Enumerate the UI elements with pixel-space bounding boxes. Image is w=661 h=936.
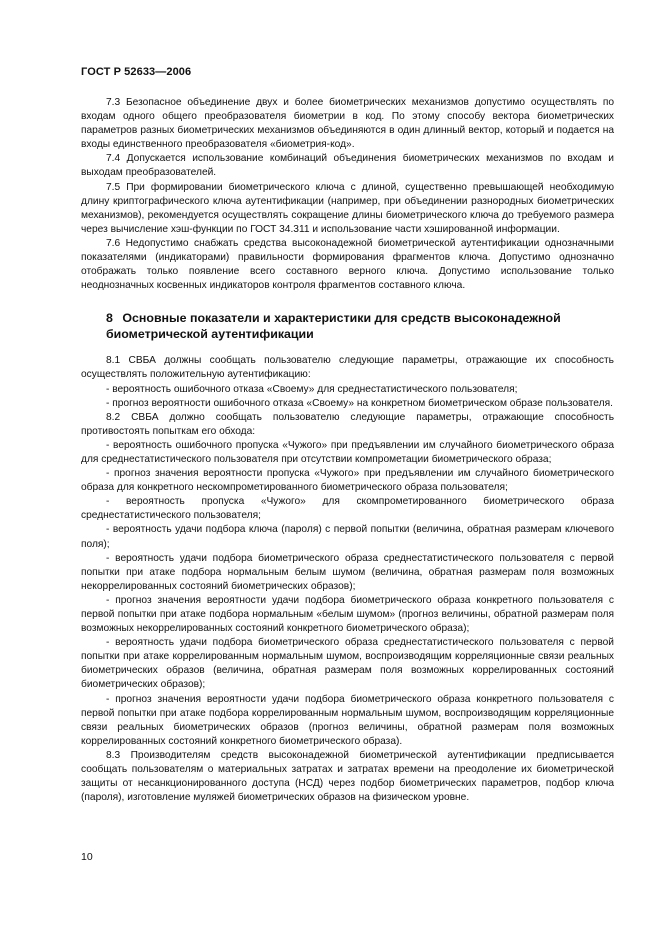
- list-item: - прогноз значения вероятности пропуска «Чужого» при предъявлении им случайного биометрического образа для конкретного нескомпрометированного биометрического образа пользователя;: [81, 468, 614, 494]
- section-8-heading: [81, 310, 614, 342]
- standard-code-header: ГОСТ Р 52633—2006: [81, 66, 192, 78]
- list-item: - вероятность удачи подбора биометрического образа среднестатистического пользователя с первой попытки при атаке подбора нормальным белым шумом (величина, обратная размерам поля возможных некоррелированных состояний биометрических образов);: [81, 552, 614, 592]
- paragraph-8-1: 8.1 СВБА должны сообщать пользователю следующие параметры, отражающие их способность осуществлять положительную аутентификацию:: [81, 355, 614, 381]
- list-item: - вероятность ошибочного отказа «Своему» для среднестатистического пользователя;: [106, 383, 518, 395]
- list-item: - вероятность удачи подбора ключа (пароля) с первой попытки (величина, обратная размерам ключевого поля);: [81, 524, 614, 550]
- page-number: 10: [81, 851, 93, 863]
- list-item: - прогноз значения вероятности удачи подбора биометрического образа конкретного пользователя с первой попытки при атаке подбора коррелированным нормальным шумом, воспроизводящим корреляционные связи реальных биометрических образов (прогноз величины, обратной размерам поля возможных коррелированных состояний конкретного биометрического образа).: [81, 693, 614, 747]
- section-number: 8: [106, 311, 113, 326]
- document-body: [81, 96, 614, 805]
- list-item: - прогноз вероятности ошибочного отказа «Своему» на конкретном биометрическом образе пользователя.: [106, 397, 613, 409]
- paragraph-7-6: 7.6 Недопустимо снабжать средства высоконадежной биометрической аутентификации однозначными показателями (индикаторами) правильности формирования фрагментов ключа. Допустимо однозначно отображать только появление всего составного верного ключа. Допустимо использование только неоднозначных косвенных индикаторов контроля фрагментов составного ключа.: [81, 237, 614, 292]
- list-item: - вероятность ошибочного пропуска «Чужого» при предъявлении им случайного биометрического образа для среднестатистического пользователя при отсутствии компрометации биометрического образа;: [81, 439, 614, 465]
- list-item: - вероятность пропуска «Чужого» для скомпрометированного биометрического образа среднестатистического пользователя;: [81, 496, 614, 522]
- paragraph-7-4: 7.4 Допускается использование комбинаций объединения биометрических механизмов по входам и выходам преобразователей.: [81, 153, 614, 179]
- paragraph-8-2: 8.2 СВБА должно сообщать пользователю следующие параметры, отражающие способность противостоять попыткам его обхода:: [81, 411, 614, 437]
- paragraph-7-5: 7.5 При формировании биометрического ключа с длиной, существенно превышающей необходимую длину криптографического ключа аутентификации (например, при объединении разнородных биометрических механизмов), рекомендуется осуществлять сокращение длины биометрического ключа до требуемого размера через вычисление хэш-функции по ГОСТ 34.311 и использование части хэшированной информации.: [81, 181, 614, 235]
- paragraph-7-3: 7.3 Безопасное объединение двух и более биометрических механизмов допустимо осуществлять по входам одного общего преобразователя биометрии в код. По этому способу вектора биометрических параметров разных биометрических механизмов объединяются в один длинный вектор, который и подается на входы единственного преобразователя «биометрия-код».: [81, 97, 614, 151]
- paragraph-8-3: 8.3 Производителям средств высоконадежной биометрической аутентификации предписывается сообщать пользователям о материальных затратах и затратах времени на преодоление их биометрической защиты от несанкционированного доступа (НСД) через подбор биометрических параметров, подбор ключа (пароля), изготовление муляжей биометрических образов на физическом уровне.: [81, 749, 614, 804]
- section-title-line2: биометрической аутентификации: [106, 327, 314, 342]
- list-item: - прогноз значения вероятности удачи подбора биометрического образа конкретного пользователя с первой попытки при атаке подбора нормальным «белым шумом» (прогноз величины, обратной размерам поля возможных некоррелированных состояний конкретного биометрического образа);: [81, 594, 614, 635]
- section-title-line1: Основные показатели и характеристики для средств высоконадежной: [122, 311, 561, 326]
- list-item: - вероятность удачи подбора биометрического образа среднестатистического пользователя с первой попытки при атаке коррелированным нормальным шумом, воспроизводящим корреляционные связи реальных биометрических образов (величина, обратная размерам поля возможных коррелированных состояний биометрических образов);: [81, 637, 614, 691]
